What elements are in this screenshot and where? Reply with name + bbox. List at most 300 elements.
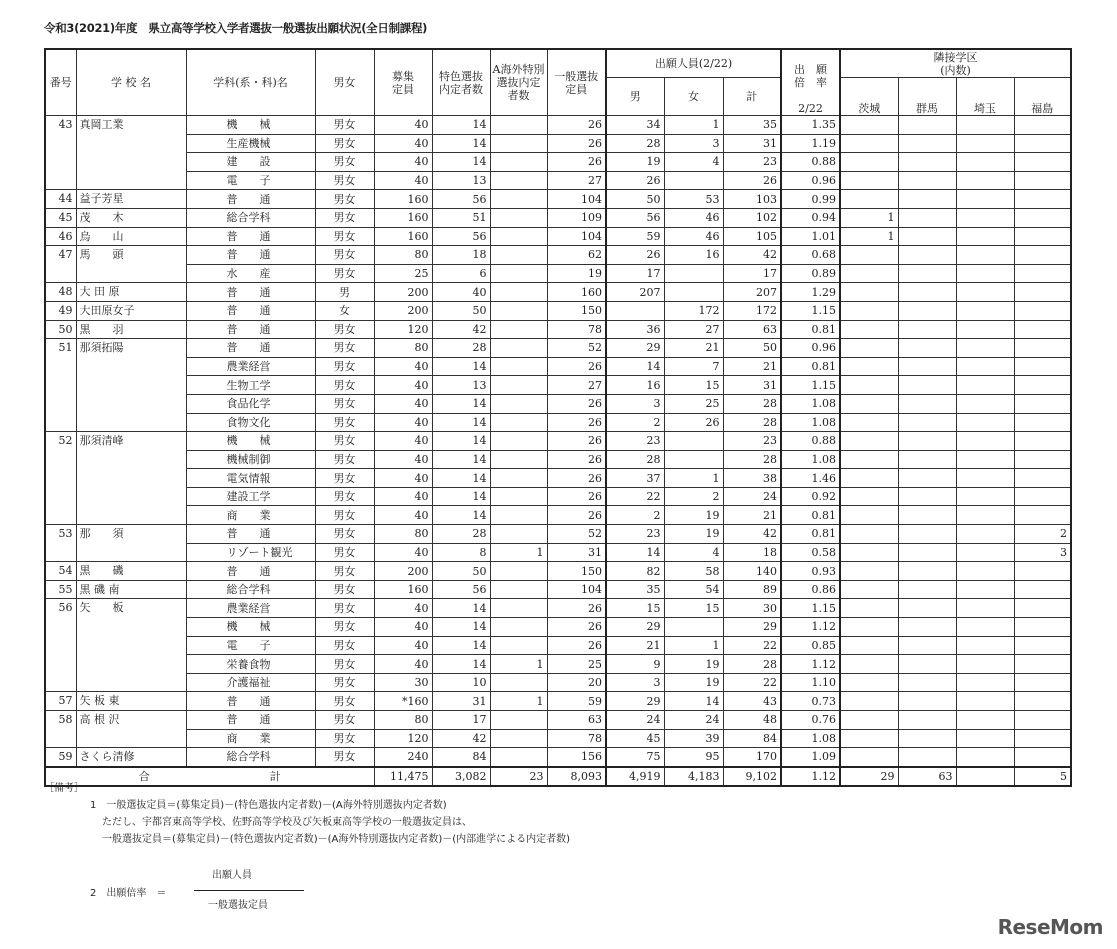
cell-tokushoku: 13	[432, 171, 490, 190]
cell-saitama	[956, 190, 1014, 209]
cell-gender: 男女	[315, 655, 374, 674]
cell-dept: 食品化学	[186, 394, 315, 413]
cell-ibaraki	[840, 246, 898, 265]
cell-ratio: 1.08	[781, 729, 840, 748]
cell-gender: 男女	[315, 208, 374, 227]
cell-ibaraki	[840, 394, 898, 413]
cell-total: 23	[723, 153, 781, 172]
cell-a-kaigai: 1	[490, 655, 547, 674]
cell-ibaraki: 1	[840, 208, 898, 227]
cell-ibaraki	[840, 655, 898, 674]
cell-capacity: 80	[374, 339, 432, 358]
cell-dept: 機 械	[186, 618, 315, 637]
table-row	[45, 413, 1071, 432]
cell-ratio: 1.12	[781, 655, 840, 674]
school-number: 59	[45, 748, 76, 767]
cell-female: 54	[664, 580, 723, 599]
cell-capacity: 200	[374, 562, 432, 581]
cell-female: 25	[664, 394, 723, 413]
cell-a-kaigai	[490, 636, 547, 655]
school-name: 那須拓陽	[76, 339, 186, 432]
cell-ippan: 104	[547, 190, 606, 209]
total-a-kaigai: 23	[490, 767, 547, 787]
cell-a-kaigai: 1	[490, 543, 547, 562]
cell-total: 31	[723, 134, 781, 153]
header-no: 番号	[45, 49, 76, 116]
cell-tokushoku: 56	[432, 580, 490, 599]
cell-capacity: 160	[374, 190, 432, 209]
cell-dept: 総合学科	[186, 580, 315, 599]
school-number: 48	[45, 283, 76, 302]
fraction-bar	[194, 890, 304, 891]
cell-dept: 総合学科	[186, 208, 315, 227]
cell-female: 14	[664, 692, 723, 711]
cell-dept: 普 通	[186, 246, 315, 265]
cell-total: 48	[723, 711, 781, 730]
cell-gunma	[898, 711, 956, 730]
cell-gender: 男女	[315, 413, 374, 432]
cell-capacity: 240	[374, 748, 432, 767]
cell-fukushima	[1014, 246, 1071, 265]
cell-gender: 男女	[315, 636, 374, 655]
cell-gunma	[898, 134, 956, 153]
cell-tokushoku: 28	[432, 339, 490, 358]
cell-total: 18	[723, 543, 781, 562]
school-name: 黒 羽	[76, 320, 186, 339]
cell-capacity: 40	[374, 636, 432, 655]
header-applicants: 出願人員(2/22)	[606, 49, 781, 78]
school-name: 那須清峰	[76, 432, 186, 525]
school-number: 47	[45, 246, 76, 283]
cell-tokushoku: 14	[432, 153, 490, 172]
header-ratio-date: 2/22	[798, 102, 823, 115]
cell-gender: 男女	[315, 264, 374, 283]
cell-ippan: 52	[547, 525, 606, 544]
school-name: 馬 頭	[76, 246, 186, 283]
cell-ippan: 26	[547, 469, 606, 488]
cell-fukushima	[1014, 580, 1071, 599]
cell-dept: 機械制御	[186, 450, 315, 469]
cell-dept: 普 通	[186, 692, 315, 711]
cell-ratio: 1.09	[781, 748, 840, 767]
cell-ibaraki	[840, 190, 898, 209]
cell-male: 82	[606, 562, 664, 581]
cell-ibaraki	[840, 376, 898, 395]
cell-gender: 男女	[315, 376, 374, 395]
cell-female: 172	[664, 301, 723, 320]
cell-female: 19	[664, 525, 723, 544]
cell-ippan: 78	[547, 729, 606, 748]
school-number: 55	[45, 580, 76, 599]
cell-a-kaigai	[490, 339, 547, 358]
cell-ratio: 0.88	[781, 432, 840, 451]
cell-male: 15	[606, 599, 664, 618]
school-name: 大田原女子	[76, 301, 186, 320]
cell-capacity: 40	[374, 171, 432, 190]
cell-male: 14	[606, 357, 664, 376]
cell-gunma	[898, 413, 956, 432]
cell-ibaraki	[840, 487, 898, 506]
cell-ippan: 31	[547, 543, 606, 562]
cell-a-kaigai	[490, 413, 547, 432]
cell-tokushoku: 14	[432, 413, 490, 432]
cell-total: 21	[723, 357, 781, 376]
cell-fukushima	[1014, 655, 1071, 674]
cell-total: 28	[723, 413, 781, 432]
cell-female: 15	[664, 376, 723, 395]
header-gunma: 群馬	[898, 78, 956, 116]
cell-capacity: 40	[374, 618, 432, 637]
cell-total: 102	[723, 208, 781, 227]
school-number: 43	[45, 116, 76, 190]
school-name: 益子芳星	[76, 190, 186, 209]
cell-gunma	[898, 394, 956, 413]
cell-ippan: 27	[547, 376, 606, 395]
cell-dept: 建 設	[186, 153, 315, 172]
cell-female: 1	[664, 636, 723, 655]
cell-female: 27	[664, 320, 723, 339]
header-a-kaigai: A海外特別選抜内定者数	[490, 49, 547, 116]
cell-total: 207	[723, 283, 781, 302]
cell-tokushoku: 28	[432, 525, 490, 544]
cell-gender: 男女	[315, 153, 374, 172]
table-row	[45, 227, 1071, 246]
cell-ratio: 1.15	[781, 376, 840, 395]
school-number: 49	[45, 301, 76, 320]
cell-female: 21	[664, 339, 723, 358]
cell-ibaraki: 1	[840, 227, 898, 246]
cell-dept: 普 通	[186, 525, 315, 544]
header-fukushima: 福島	[1014, 78, 1071, 116]
cell-ibaraki	[840, 692, 898, 711]
cell-total: 43	[723, 692, 781, 711]
cell-ibaraki	[840, 432, 898, 451]
school-number: 46	[45, 227, 76, 246]
cell-ibaraki	[840, 525, 898, 544]
cell-fukushima	[1014, 450, 1071, 469]
total-female: 4,183	[664, 767, 723, 787]
cell-ibaraki	[840, 636, 898, 655]
cell-saitama	[956, 134, 1014, 153]
header-neighbor-sub: (内数)	[940, 63, 971, 77]
cell-total: 172	[723, 301, 781, 320]
cell-capacity: 120	[374, 320, 432, 339]
cell-a-kaigai	[490, 153, 547, 172]
cell-saitama	[956, 525, 1014, 544]
table-row	[45, 487, 1071, 506]
school-name: 那 須	[76, 525, 186, 562]
cell-total: 22	[723, 673, 781, 692]
cell-saitama	[956, 413, 1014, 432]
cell-ratio: 0.68	[781, 246, 840, 265]
table-row	[45, 301, 1071, 320]
school-number: 54	[45, 562, 76, 581]
cell-a-kaigai	[490, 525, 547, 544]
header-ibaraki: 茨城	[840, 78, 898, 116]
cell-gender: 男女	[315, 543, 374, 562]
cell-fukushima	[1014, 413, 1071, 432]
cell-dept: 農業経営	[186, 357, 315, 376]
cell-ibaraki	[840, 339, 898, 358]
cell-tokushoku: 14	[432, 357, 490, 376]
cell-male: 56	[606, 208, 664, 227]
cell-tokushoku: 14	[432, 116, 490, 135]
cell-gunma	[898, 692, 956, 711]
cell-dept: 電 子	[186, 171, 315, 190]
table-row	[45, 506, 1071, 525]
cell-gender: 男女	[315, 618, 374, 637]
table-row	[45, 450, 1071, 469]
cell-dept: 電気情報	[186, 469, 315, 488]
school-name: 烏 山	[76, 227, 186, 246]
cell-total: 42	[723, 525, 781, 544]
header-ippan: 一般選抜定員	[547, 49, 606, 116]
cell-total: 21	[723, 506, 781, 525]
school-name: 大 田 原	[76, 283, 186, 302]
table-row	[45, 246, 1071, 265]
cell-ratio: 0.96	[781, 339, 840, 358]
cell-gender: 女	[315, 301, 374, 320]
cell-gunma	[898, 339, 956, 358]
cell-tokushoku: 14	[432, 450, 490, 469]
cell-female: 46	[664, 227, 723, 246]
cell-capacity: 25	[374, 264, 432, 283]
school-number: 52	[45, 432, 76, 525]
cell-male: 23	[606, 432, 664, 451]
cell-ratio: 1.12	[781, 618, 840, 637]
cell-dept: 普 通	[186, 301, 315, 320]
cell-capacity: 40	[374, 357, 432, 376]
table-row	[45, 562, 1071, 581]
cell-saitama	[956, 655, 1014, 674]
table-row	[45, 599, 1071, 618]
table-row	[45, 208, 1071, 227]
cell-male: 23	[606, 525, 664, 544]
cell-tokushoku: 18	[432, 246, 490, 265]
cell-ibaraki	[840, 413, 898, 432]
cell-gender: 男女	[315, 711, 374, 730]
total-male: 4,919	[606, 767, 664, 787]
cell-ibaraki	[840, 580, 898, 599]
cell-gender: 男女	[315, 171, 374, 190]
cell-dept: 商 業	[186, 729, 315, 748]
cell-ibaraki	[840, 450, 898, 469]
cell-a-kaigai	[490, 673, 547, 692]
cell-gunma	[898, 636, 956, 655]
cell-gunma	[898, 599, 956, 618]
cell-ratio: 0.76	[781, 711, 840, 730]
cell-tokushoku: 14	[432, 432, 490, 451]
cell-capacity: 40	[374, 153, 432, 172]
cell-a-kaigai	[490, 580, 547, 599]
cell-tokushoku: 14	[432, 487, 490, 506]
school-number: 57	[45, 692, 76, 711]
cell-saitama	[956, 469, 1014, 488]
total-label-b: 計	[269, 770, 281, 784]
cell-gunma	[898, 655, 956, 674]
table-row	[45, 283, 1071, 302]
note-1: 1 一般選抜定員＝(募集定員)－(特色選抜内定者数)－(A海外特別選抜内定者数)	[90, 800, 447, 811]
cell-tokushoku: 31	[432, 692, 490, 711]
table-row	[45, 357, 1071, 376]
cell-saitama	[956, 450, 1014, 469]
cell-ippan: 26	[547, 487, 606, 506]
cell-female: 2	[664, 487, 723, 506]
cell-fukushima	[1014, 636, 1071, 655]
cell-fukushima: 2	[1014, 525, 1071, 544]
school-number: 56	[45, 599, 76, 692]
cell-tokushoku: 14	[432, 618, 490, 637]
cell-dept: 普 通	[186, 339, 315, 358]
cell-ippan: 20	[547, 673, 606, 692]
cell-gunma	[898, 748, 956, 767]
cell-a-kaigai	[490, 246, 547, 265]
cell-tokushoku: 50	[432, 562, 490, 581]
cell-capacity: 40	[374, 543, 432, 562]
cell-female	[664, 283, 723, 302]
table-row	[45, 134, 1071, 153]
cell-gunma	[898, 487, 956, 506]
cell-ippan: 78	[547, 320, 606, 339]
cell-saitama	[956, 673, 1014, 692]
cell-male: 16	[606, 376, 664, 395]
cell-ratio: 1.10	[781, 673, 840, 692]
header-male: 男	[606, 78, 664, 116]
total-gunma: 63	[898, 767, 956, 787]
header-tokushoku: 特色選抜内定者数	[432, 49, 490, 116]
header-school: 学 校 名	[76, 49, 186, 116]
cell-dept: 総合学科	[186, 748, 315, 767]
cell-male: 50	[606, 190, 664, 209]
cell-gunma	[898, 357, 956, 376]
header-neighbor	[840, 49, 1071, 78]
cell-female	[664, 264, 723, 283]
cell-gunma	[898, 320, 956, 339]
cell-ratio: 0.81	[781, 525, 840, 544]
cell-tokushoku: 40	[432, 283, 490, 302]
note-2-label: 2 出願倍率 ＝	[90, 888, 167, 899]
cell-ibaraki	[840, 469, 898, 488]
header-female: 女	[664, 78, 723, 116]
cell-ippan: 63	[547, 711, 606, 730]
cell-female: 16	[664, 246, 723, 265]
cell-female: 3	[664, 134, 723, 153]
cell-capacity: 40	[374, 655, 432, 674]
header-gender: 男女	[315, 49, 374, 116]
cell-fukushima	[1014, 208, 1071, 227]
cell-fukushima	[1014, 599, 1071, 618]
cell-gunma	[898, 562, 956, 581]
table-row	[45, 171, 1071, 190]
notes-heading: ［備考］	[44, 783, 84, 794]
cell-gunma	[898, 283, 956, 302]
cell-total: 23	[723, 432, 781, 451]
cell-total: 105	[723, 227, 781, 246]
total-fukushima: 5	[1014, 767, 1071, 787]
cell-gender: 男女	[315, 673, 374, 692]
cell-a-kaigai: 1	[490, 692, 547, 711]
cell-fukushima	[1014, 711, 1071, 730]
cell-female: 46	[664, 208, 723, 227]
cell-gender: 男女	[315, 580, 374, 599]
cell-tokushoku: 8	[432, 543, 490, 562]
cell-female: 4	[664, 153, 723, 172]
cell-ippan: 26	[547, 506, 606, 525]
table-row	[45, 116, 1071, 135]
cell-female: 4	[664, 543, 723, 562]
cell-female	[664, 171, 723, 190]
cell-capacity: 40	[374, 506, 432, 525]
cell-ippan: 160	[547, 283, 606, 302]
cell-fukushima	[1014, 748, 1071, 767]
cell-capacity: 40	[374, 394, 432, 413]
cell-tokushoku: 14	[432, 394, 490, 413]
cell-dept: 商 業	[186, 506, 315, 525]
cell-saitama	[956, 208, 1014, 227]
cell-gender: 男女	[315, 487, 374, 506]
table-row	[45, 432, 1071, 451]
cell-capacity: 80	[374, 711, 432, 730]
cell-saitama	[956, 320, 1014, 339]
school-name: 茂 木	[76, 208, 186, 227]
cell-saitama	[956, 227, 1014, 246]
cell-fukushima	[1014, 469, 1071, 488]
cell-ippan: 150	[547, 562, 606, 581]
cell-fukushima: 3	[1014, 543, 1071, 562]
cell-ratio: 1.46	[781, 469, 840, 488]
cell-gender: 男女	[315, 190, 374, 209]
cell-gender: 男	[315, 283, 374, 302]
cell-ratio: 1.35	[781, 116, 840, 135]
cell-gunma	[898, 543, 956, 562]
cell-capacity: 160	[374, 208, 432, 227]
cell-a-kaigai	[490, 487, 547, 506]
cell-ippan: 26	[547, 618, 606, 637]
cell-male: 3	[606, 673, 664, 692]
cell-saitama	[956, 171, 1014, 190]
school-name: 矢 板 東	[76, 692, 186, 711]
table-row	[45, 729, 1071, 748]
cell-gunma	[898, 190, 956, 209]
cell-gender: 男女	[315, 116, 374, 135]
cell-saitama	[956, 376, 1014, 395]
cell-gunma	[898, 618, 956, 637]
cell-dept: 機 械	[186, 116, 315, 135]
applications-table	[44, 48, 1072, 787]
cell-male: 59	[606, 227, 664, 246]
cell-fukushima	[1014, 357, 1071, 376]
cell-saitama	[956, 729, 1014, 748]
table-row	[45, 469, 1071, 488]
cell-tokushoku: 6	[432, 264, 490, 283]
table-row	[45, 692, 1071, 711]
cell-total: 17	[723, 264, 781, 283]
table-row	[45, 376, 1071, 395]
cell-saitama	[956, 599, 1014, 618]
cell-male: 26	[606, 171, 664, 190]
cell-tokushoku: 56	[432, 227, 490, 246]
cell-dept: 水 産	[186, 264, 315, 283]
cell-capacity: 200	[374, 283, 432, 302]
cell-male: 35	[606, 580, 664, 599]
school-name: 黒 磯	[76, 562, 186, 581]
cell-ibaraki	[840, 711, 898, 730]
cell-ippan: 26	[547, 636, 606, 655]
table-row	[45, 190, 1071, 209]
cell-capacity: 80	[374, 246, 432, 265]
cell-male: 2	[606, 506, 664, 525]
cell-tokushoku: 14	[432, 134, 490, 153]
